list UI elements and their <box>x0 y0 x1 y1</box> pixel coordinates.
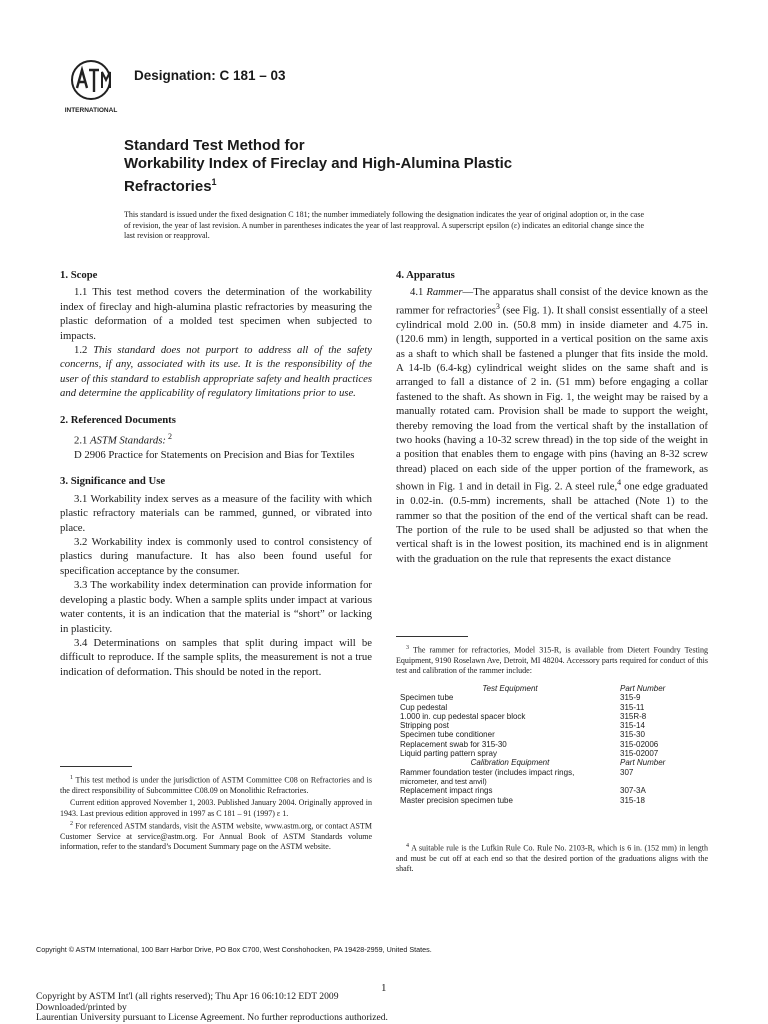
download-footer <box>36 992 388 1024</box>
section-4-1 <box>396 285 708 566</box>
table-cell: Stripping post <box>400 721 449 731</box>
footnote-1-text: This test method is under the jurisdiction of ASTM Committee C08 on Refractories and is the direct responsibility of Subcommittee C08.09 on Monolithic Refractories. <box>60 775 373 795</box>
table-row <box>400 786 700 795</box>
table-cell: Specimen tube conditioner <box>400 730 495 740</box>
table-row <box>400 777 700 786</box>
section-4-1-a: —The apparatus shall consist of the device known as the rammer for refractories <box>396 286 709 317</box>
table-header-equipment: Test Equipment <box>482 684 538 693</box>
table-header-part: Part Number <box>620 684 666 693</box>
designation: Designation: C 181 – 03 <box>134 68 286 83</box>
footer-line-1: Copyright by ASTM Int'l (all rights reserved); Thu Apr 16 06:10:12 EDT 2009 <box>36 991 339 1002</box>
page-number: 1 <box>381 982 387 994</box>
table-cell: Master precision specimen tube <box>400 795 513 805</box>
footer-line-2: Downloaded/printed by <box>36 1001 127 1013</box>
section-2-title: 2. Referenced Documents <box>60 413 176 426</box>
footer-line-3: Laurentian University pursuant to License Agreement. No further reproductions authorized. <box>36 1012 388 1023</box>
footnote-1b: Current edition approved November 1, 2003. Published January 2004. Originally approved in 1943. Last previous edition approved in 1997 as C 181 – 91 (1997) ε 1. <box>60 798 372 818</box>
table-cell: 315-30 <box>620 730 645 740</box>
table-row <box>400 712 700 721</box>
section-2-1-num: 2.1 <box>74 434 91 447</box>
logo-sub-text: INTERNATIONAL <box>64 107 118 114</box>
section-2-1-text: ASTM Standards: <box>90 434 166 447</box>
section-4-1-term: Rammer <box>426 286 463 299</box>
table-cell: 315R-8 <box>620 711 647 721</box>
footnote-4-text: A suitable rule is the Lufkin Rule Co. Rule No. 2103-R, which is 6 in. (152 mm) in length and must be cut off at each end so that the desired portion of the graduations aligns with the shaft. <box>396 843 708 874</box>
section-4-1-c: one edge graduated in 0.02-in. (0.5-mm) increments, shall be attached (Note 1) to the rammer so that the position of the end of the vertical shaft can be read. The portion of the rule to be used shall be adjusted so that when the vertical shaft is in the lowest position, its machined end is in alignment with the graduation on the rule that represents the exact distance <box>396 480 708 565</box>
left-column <box>60 268 372 679</box>
title-line3: Refractories <box>124 178 212 195</box>
table-cell: 315-9 <box>620 693 641 703</box>
section-1-1: 1.1 This test method covers the determination of the workability index of fireclay and high-alumina plastic refractories by measuring the plastic deformation of a molded test specimen when subjected to impacts. <box>60 286 372 342</box>
section-1-2-text: This standard does not purport to address all of the safety concerns, if any, associated with its use. It is the responsibility of the user of this standard to establish appropriate safety and health practices and determine the applicability of regulatory limitations prior to use. <box>60 344 373 400</box>
section-4-title: 4. Apparatus <box>396 269 455 281</box>
footnote-2: $^2$ For referenced ASTM standards, visit the ASTM website, www.astm.org, or contact ASTM Customer Service at service@astm.org. For Annual Book of ASTM Standards volume information, refer to the standard’s Document Summary page on the ASTM website. <box>60 820 373 852</box>
table-cell: 315-02006 <box>620 739 659 749</box>
table-cell: 307-3A <box>620 786 646 796</box>
table-cell: Replacement impact rings <box>400 786 493 796</box>
section-3-title: 3. Significance and Use <box>60 475 166 488</box>
section-4-1-num: 4.1 <box>410 286 427 299</box>
table-header-calibration: Calibration Equipment <box>470 758 550 768</box>
footnote-3-text: The rammer for refractories, Model 315-R, is available from Dietert Foundry Testing Equipment, 9190 Roselawn Ave, Detroit, MI 48204. Accessory parts required for conduct of this test and calibration of the rammer include: <box>396 645 709 676</box>
section-3-1: 3.1 Workability index serves as a measure of the facility with which plastic refractory materials can be rammed, gunned, or vibrated into place. <box>60 492 372 534</box>
equipment-table <box>400 684 700 805</box>
section-2-1 <box>60 430 372 448</box>
table-cell: 1.000 in. cup pedestal spacer block <box>400 711 526 721</box>
table-cell: 315-11 <box>620 702 645 712</box>
title-main <box>124 154 684 196</box>
table-row <box>400 730 700 739</box>
table-row <box>400 703 700 712</box>
table-header-part-2: Part Number <box>620 758 666 768</box>
table-cell: 315-02007 <box>620 749 659 759</box>
table-row <box>400 740 700 749</box>
table-row <box>400 796 700 805</box>
section-1-title: 1. Scope <box>60 269 98 281</box>
section-4-1-sup3: 3 <box>495 301 500 311</box>
table-cell: Specimen tube <box>400 693 454 703</box>
left-footnote-rule <box>60 766 132 767</box>
table-cell: Cup pedestal <box>400 702 448 712</box>
footnote-3: $^3$ The rammer for refractories, Model 315-R, is available from Dietert Foundry Testing Equipment, 9190 Roselawn Ave, Detroit, MI 48204. Accessory parts required for conduct of this test and calibration of the rammer include: <box>396 645 709 676</box>
astm-logo <box>60 58 122 114</box>
section-1-2-num: 1.2 <box>74 344 94 357</box>
copyright-line: Copyright © ASTM International, 100 Barr Harbor Drive, PO Box C700, West Conshohocken, PA 19428-2959, United States. <box>36 945 432 954</box>
table-cell: 315-18 <box>620 795 645 805</box>
footnote-4: $^4$ A suitable rule is the Lufkin Rule Co. Rule No. 2103-R, which is 6 in. (152 mm) in length and must be cut off at each end so that the desired portion of the graduations aligns with the shaft. <box>396 843 708 874</box>
section-2-ref-text: D 2906 Practice for Statements on Precision and Bias for Textiles <box>74 449 355 462</box>
table-row <box>400 693 700 702</box>
left-footnotes <box>60 773 372 852</box>
section-3-4: 3.4 Determinations on samples that split during impact will be difficult to reproduce. If the sample splits, the measurement is not a true indication of deformation. This should be noted in the report. <box>60 636 372 678</box>
title-footnote-ref: 1 <box>211 177 217 187</box>
table-cell: Rammer foundation tester (includes impact rings, <box>400 767 575 777</box>
section-3-3: 3.3 The workability index determination can provide information for developing a plastic body. When a sample splits under impact at various water contents, it is an indication that the material is “short” or lacking in plasticity. <box>60 579 372 635</box>
section-4-1-b: (see Fig. 1). It shall consist essentially of a steel cylindrical mold 2.00 in. (50.8 mm) in inside diameter and 4.75 in. (120.6 mm) in length, supported in a vertical position on the same axis as a shaft to which shall be fastened a plunger that fits inside the mold. A 14-lb (6.4-kg) cylindrical weight slides on the same shaft and is arranged to fall a distance of 2 in. (51 mm) before engaging a collar fastened to the shaft. As shown in Fig. 1, the weight may be raised by a manually rotated cam. Provision shall be made to support the weight, thereby removing the load from the vertical shaft by the installation of two hooks (having a 10-32 screw thread) in the top side of the weight in a position that enables them to engage with pins (having an 8-32 screw thread) placed on each side of the upper portion of the framework, as shown in Fig. 1 and in detail in Fig. 2. A steel rule, <box>396 304 708 493</box>
section-4-1-sup4: 4 <box>617 478 622 488</box>
footnote-1: $^1$ This test method is under the jurisdiction of ASTM Committee C08 on Refractories and is the direct responsibility of Subcommittee C08.09 on Monolithic Refractories. <box>60 775 373 795</box>
footnote-2-text: For referenced ASTM standards, visit the ASTM website, www.astm.org, or contact ASTM Customer Service at service@astm.org. For Annual Book of ASTM Standards volume information, refer to the standard’s Document Summary page on the ASTM website. <box>60 821 373 852</box>
table-row <box>400 768 700 777</box>
title-line2: Workability Index of Fireclay and High-Alumina Plastic <box>124 155 513 172</box>
intro-paragraph: This standard is issued under the fixed designation C 181; the number immediately following the designation indicates the year of original adoption or, in the case of revision, the year of last revision. A number in parentheses indicates the year of last reapproval. A superscript epsilon (ε) indicates an editorial change since the last revision or reapproval. <box>124 210 644 240</box>
table-cell: micrometer, and test anvil) <box>400 776 487 786</box>
table-row <box>400 721 700 730</box>
title-line1: Standard Test Method for <box>124 137 305 154</box>
section-3-2: 3.2 Workability index is commonly used to control consistency of plastics during manufacture. It has also been found useful for specification acceptance by the consumer. <box>60 536 372 577</box>
section-2-1-sup: 2 <box>165 432 172 442</box>
section-2-ref <box>60 448 372 462</box>
table-cell: Liquid parting pattern spray <box>400 749 497 759</box>
right-column <box>396 268 708 566</box>
astm-logo-icon <box>60 58 122 114</box>
table-cell: Replacement swab for 315-30 <box>400 739 507 749</box>
section-1-2 <box>60 343 372 401</box>
table-row <box>400 749 700 758</box>
table-cell: 315-14 <box>620 721 645 731</box>
right-footnote-rule <box>396 636 468 637</box>
table-cell: 307 <box>620 767 634 777</box>
